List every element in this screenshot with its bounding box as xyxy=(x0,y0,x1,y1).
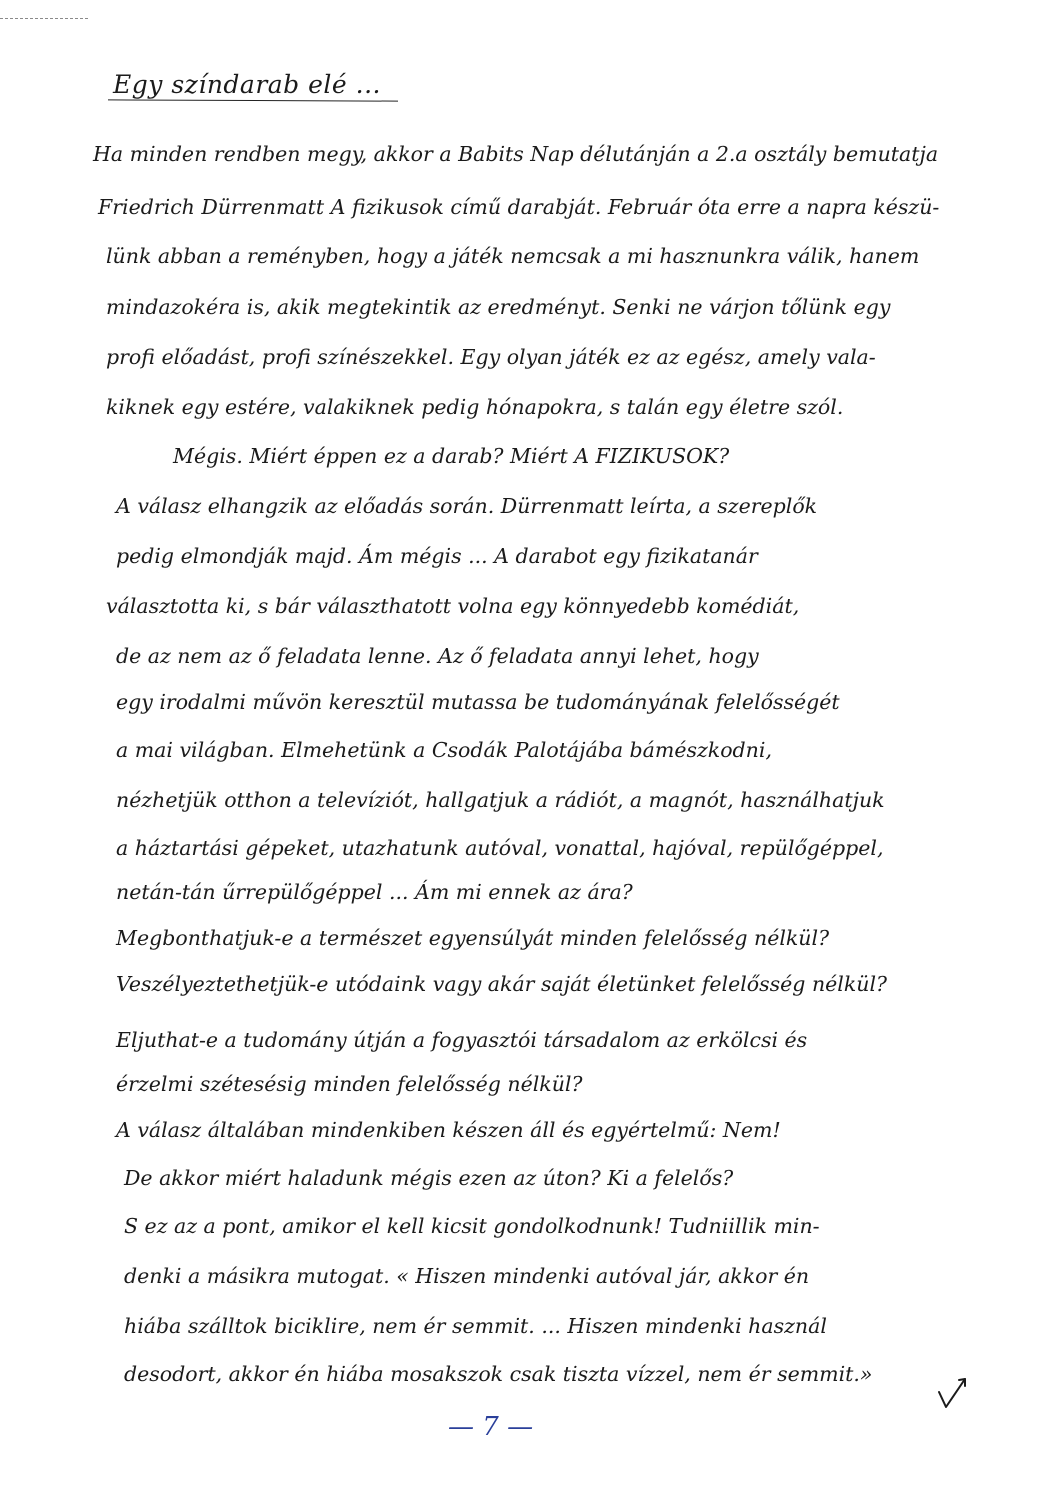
text-line: Mégis. Miért éppen ez a darab? Miért A FIZIKUSOK? xyxy=(173,444,730,468)
text-line: érzelmi szétesésig minden felelősség nélkül? xyxy=(116,1072,583,1096)
text-line: desodort, akkor én hiába mosakszok csak tiszta vízzel, nem ér semmit.» xyxy=(124,1362,873,1386)
document-title: Egy színdarab elé ... xyxy=(113,70,382,99)
page-number: — 7 — xyxy=(448,1412,534,1442)
text-line: Friedrich Dürrenmatt A fizikusok című darabját. Február óta erre a napra készü- xyxy=(98,195,940,219)
text-line: a mai világban. Elmehetünk a Csodák Palotájába bámészkodni, xyxy=(116,738,772,762)
title-underline xyxy=(108,99,398,101)
text-line: nézhetjük otthon a televíziót, hallgatjuk a rádiót, a magnót, használhatjuk xyxy=(116,788,885,812)
text-line: denki a másikra mutogat. « Hiszen mindenki autóval jár, akkor én xyxy=(124,1264,810,1288)
text-line: Eljuthat-e a tudomány útján a fogyasztói társadalom az erkölcsi és xyxy=(116,1028,808,1052)
scan-edge-mark xyxy=(0,18,88,19)
text-line: A válasz általában mindenkiben készen áll és egyértelmű: Nem! xyxy=(116,1118,781,1142)
text-line: profi előadást, profi színészekkel. Egy olyan játék ez az egész, amely vala- xyxy=(106,345,876,369)
text-line: netán-tán űrrepülőgéppel ... Ám mi ennek az ára? xyxy=(116,880,633,904)
text-line: Megbonthatjuk-e a természet egyensúlyát minden felelősség nélkül? xyxy=(116,926,830,950)
text-line: hiába szálltok biciklire, nem ér semmit. ... Hiszen mindenki használ xyxy=(124,1314,827,1338)
text-line: de az nem az ő feladata lenne. Az ő feladata annyi lehet, hogy xyxy=(116,644,759,668)
text-line: Veszélyeztethetjük-e utódaink vagy akár saját életünket felelősség nélkül? xyxy=(116,972,888,996)
text-line: a háztartási gépeket, utazhatunk autóval, vonattal, hajóval, repülőgéppel, xyxy=(116,836,884,860)
text-line: A válasz elhangzik az előadás során. Dürrenmatt leírta, a szereplők xyxy=(116,494,818,518)
text-line: S ez az a pont, amikor el kell kicsit gondolkodnunk! Tudniillik min- xyxy=(124,1214,820,1238)
check-mark-icon xyxy=(935,1376,969,1410)
text-line: mindazokéra is, akik megtekintik az eredményt. Senki ne várjon tőlünk egy xyxy=(106,295,891,319)
text-line: kiknek egy estére, valakiknek pedig hónapokra, s talán egy életre szól. xyxy=(106,395,844,419)
text-line: Ha minden rendben megy, akkor a Babits Nap délutánján a 2.a osztály bemutatja xyxy=(93,142,939,166)
text-line: pedig elmondják majd. Ám mégis ... A darabot egy fizikatanár xyxy=(116,544,758,568)
text-line: De akkor miért haladunk mégis ezen az úton? Ki a felelős? xyxy=(124,1166,734,1190)
text-line: egy irodalmi művön keresztül mutassa be tudományának felelősségét xyxy=(116,690,840,714)
text-line: választotta ki, s bár választhatott volna egy könnyedebb komédiát, xyxy=(106,594,800,618)
text-line: lünk abban a reményben, hogy a játék nemcsak a mi hasznunkra válik, hanem xyxy=(106,244,920,268)
